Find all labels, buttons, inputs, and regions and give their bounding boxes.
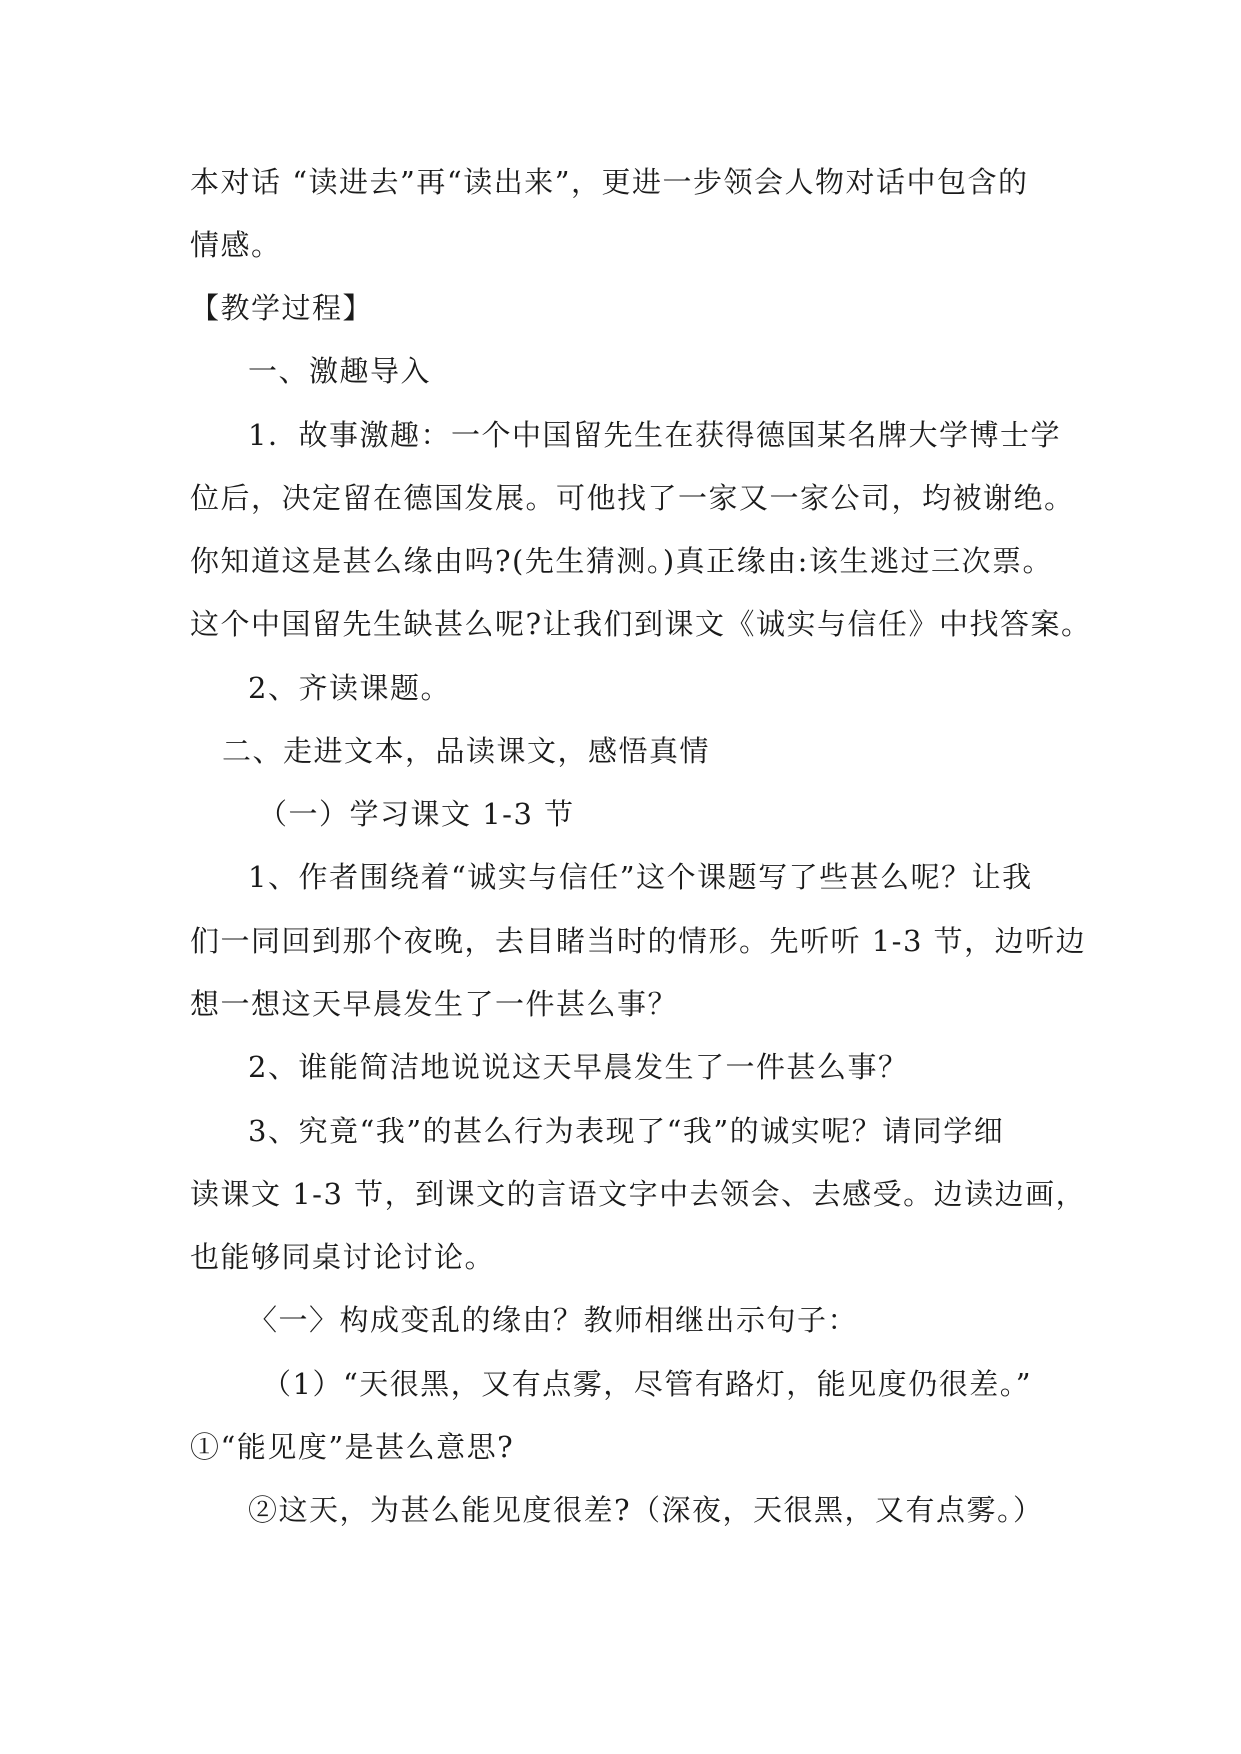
quote-line: （1）“天很黑，又有点雾，尽管有路灯，能见度仍很差。” <box>262 1367 1033 1401</box>
text-line: 〈一〉构成变乱的缘由？教师相继出示句子： <box>248 1303 859 1337</box>
text-line: 1．故事激趣：一个中国留先生在获得德国某名牌大学博士学 <box>248 418 1061 452</box>
text-line: ②这天，为甚么能见度很差?（深夜，天很黑，又有点雾。） <box>248 1493 1044 1527</box>
text-line: 也能够同桌讨论讨论。 <box>190 1240 496 1274</box>
text-line: 这个中国留先生缺甚么呢?让我们到课文《诚实与信任》中找答案。 <box>190 607 1092 641</box>
text-line: 2、齐读课题。 <box>248 671 451 705</box>
subsection-heading: （一）学习课文 1-3 节 <box>258 797 575 831</box>
text-line: 2、谁能简洁地说说这天早晨发生了一件甚么事？ <box>248 1050 909 1084</box>
text-line: 你知道这是甚么缘由吗?(先生猜测。)真正缘由:该生逃过三次票。 <box>190 544 1053 578</box>
text-line: 读课文 1-3 节，到课文的言语文字中去领会、去感受。边读边画， <box>190 1177 1087 1211</box>
text-line: 1、作者围绕着“诚实与信任”这个课题写了些甚么呢？让我 <box>248 860 1033 894</box>
text-line: 本对话 “读进去”再“读出来”，更进一步领会人物对话中包含的 <box>190 165 1029 199</box>
text-line: 3、究竟“我”的甚么行为表现了“我”的诚实呢？请同学细 <box>248 1114 1005 1148</box>
text-line: 想一想这天早晨发生了一件甚么事？ <box>190 987 679 1021</box>
text-line: 情感。 <box>190 228 282 262</box>
section-heading: 一、激趣导入 <box>248 354 432 388</box>
section-heading: 【教学过程】 <box>190 291 374 325</box>
text-line: 们一同回到那个夜晚，去目睹当时的情形。先听听 1-3 节，边听边 <box>190 924 1087 958</box>
text-line: 位后，决定留在德国发展。可他找了一家又一家公司，均被谢绝。 <box>190 481 1075 515</box>
section-heading: 二、走进文本，品读课文，感悟真情 <box>222 734 711 768</box>
text-line: ①“能见度”是甚么意思? <box>190 1430 515 1464</box>
